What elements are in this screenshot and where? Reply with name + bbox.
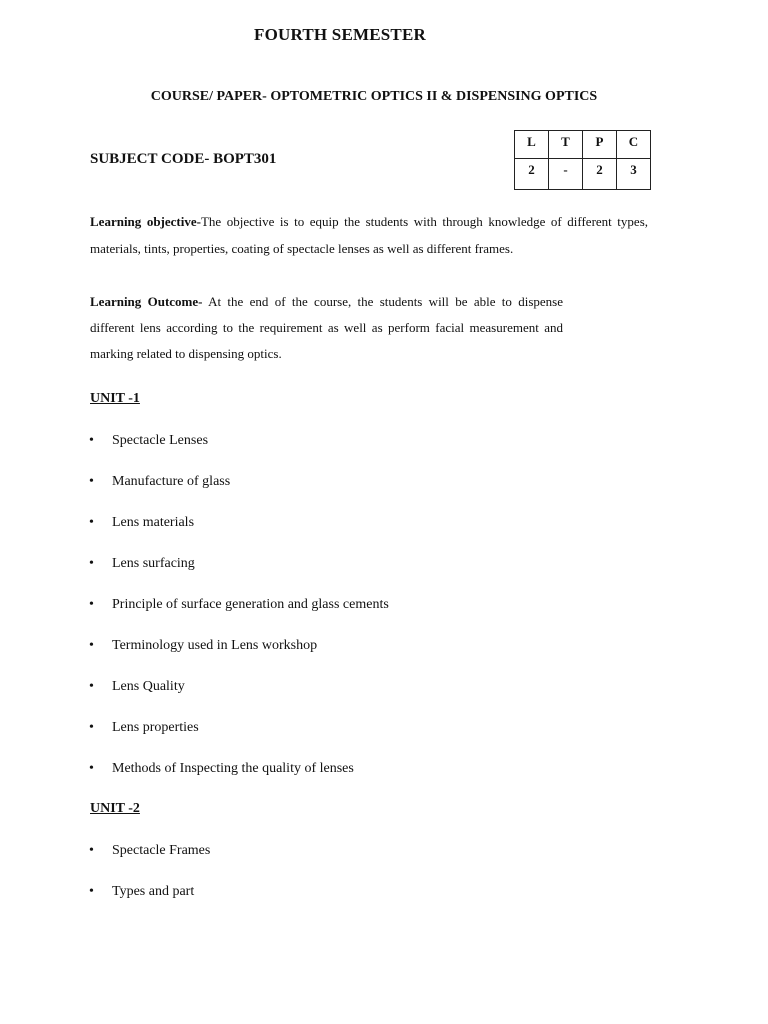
bullet-icon: • — [89, 884, 94, 899]
list-item — [89, 719, 389, 760]
list-item-text: Lens Quality — [112, 679, 185, 694]
list-item — [89, 473, 389, 514]
list-item-text: Lens properties — [112, 720, 199, 735]
ltpc-table — [514, 130, 651, 190]
bullet-icon: • — [89, 679, 94, 694]
list-item — [89, 596, 389, 637]
bullet-icon: • — [89, 433, 94, 448]
bullet-icon: • — [89, 515, 94, 530]
ltpc-value-c: 3 — [617, 159, 651, 190]
learning-objective-paragraph — [90, 209, 648, 262]
ltpc-header-row — [515, 131, 651, 159]
list-item-text: Terminology used in Lens workshop — [112, 638, 318, 653]
list-item — [89, 514, 389, 555]
list-item — [89, 678, 389, 719]
ltpc-header-t: T — [549, 131, 583, 159]
ltpc-value-t: - — [549, 159, 583, 190]
course-title: COURSE/ PAPER- OPTOMETRIC OPTICS II & DISPENSING OPTICS — [150, 89, 598, 104]
bullet-icon: • — [89, 720, 94, 735]
list-item — [89, 842, 210, 883]
list-item-text: Lens surfacing — [112, 556, 195, 571]
list-item-text: Manufacture of glass — [112, 474, 231, 489]
list-item-text: Methods of Inspecting the quality of lenses — [112, 761, 354, 776]
bullet-icon: • — [89, 843, 94, 858]
learning-outcome-paragraph — [90, 289, 563, 367]
bullet-icon: • — [89, 474, 94, 489]
list-item — [89, 432, 389, 473]
learning-outcome-text: At the end of the course, the students will be able to dispense different lens according to the requirement as well as perform facial measurement and marking related to dispensing optics. — [90, 294, 563, 361]
ltpc-header-c: C — [617, 131, 651, 159]
bullet-icon: • — [89, 556, 94, 571]
subject-code: SUBJECT CODE- BOPT301 — [90, 151, 277, 167]
bullet-icon: • — [89, 597, 94, 612]
list-item — [89, 555, 389, 596]
list-item-text: Lens materials — [112, 515, 195, 530]
ltpc-value-l: 2 — [515, 159, 549, 190]
unit-1-heading: UNIT -1 — [90, 391, 140, 406]
learning-objective-label: Learning objective- — [90, 214, 201, 229]
semester-title: FOURTH SEMESTER — [254, 25, 426, 44]
bullet-icon: • — [89, 761, 94, 776]
bullet-icon: • — [89, 638, 94, 653]
unit-2-heading: UNIT -2 — [90, 801, 140, 816]
list-item — [89, 637, 389, 678]
list-item — [89, 883, 210, 924]
list-item-text: Principle of surface generation and glass cements — [112, 597, 389, 612]
learning-outcome-label: Learning Outcome- — [90, 294, 203, 309]
learning-objective-text: The objective is to equip the students with through knowledge of different types, materials, tints, properties, coating of spectacle lenses as well as different frames. — [90, 214, 649, 256]
list-item-text: Types and part — [112, 884, 195, 899]
list-item-text: Spectacle Lenses — [112, 433, 209, 448]
unit-2-topic-list — [89, 842, 210, 924]
ltpc-header-l: L — [515, 131, 549, 159]
ltpc-value-row — [515, 159, 651, 190]
ltpc-value-p: 2 — [583, 159, 617, 190]
list-item — [89, 760, 389, 801]
list-item-text: Spectacle Frames — [112, 843, 211, 858]
ltpc-header-p: P — [583, 131, 617, 159]
unit-1-topic-list — [89, 432, 389, 801]
